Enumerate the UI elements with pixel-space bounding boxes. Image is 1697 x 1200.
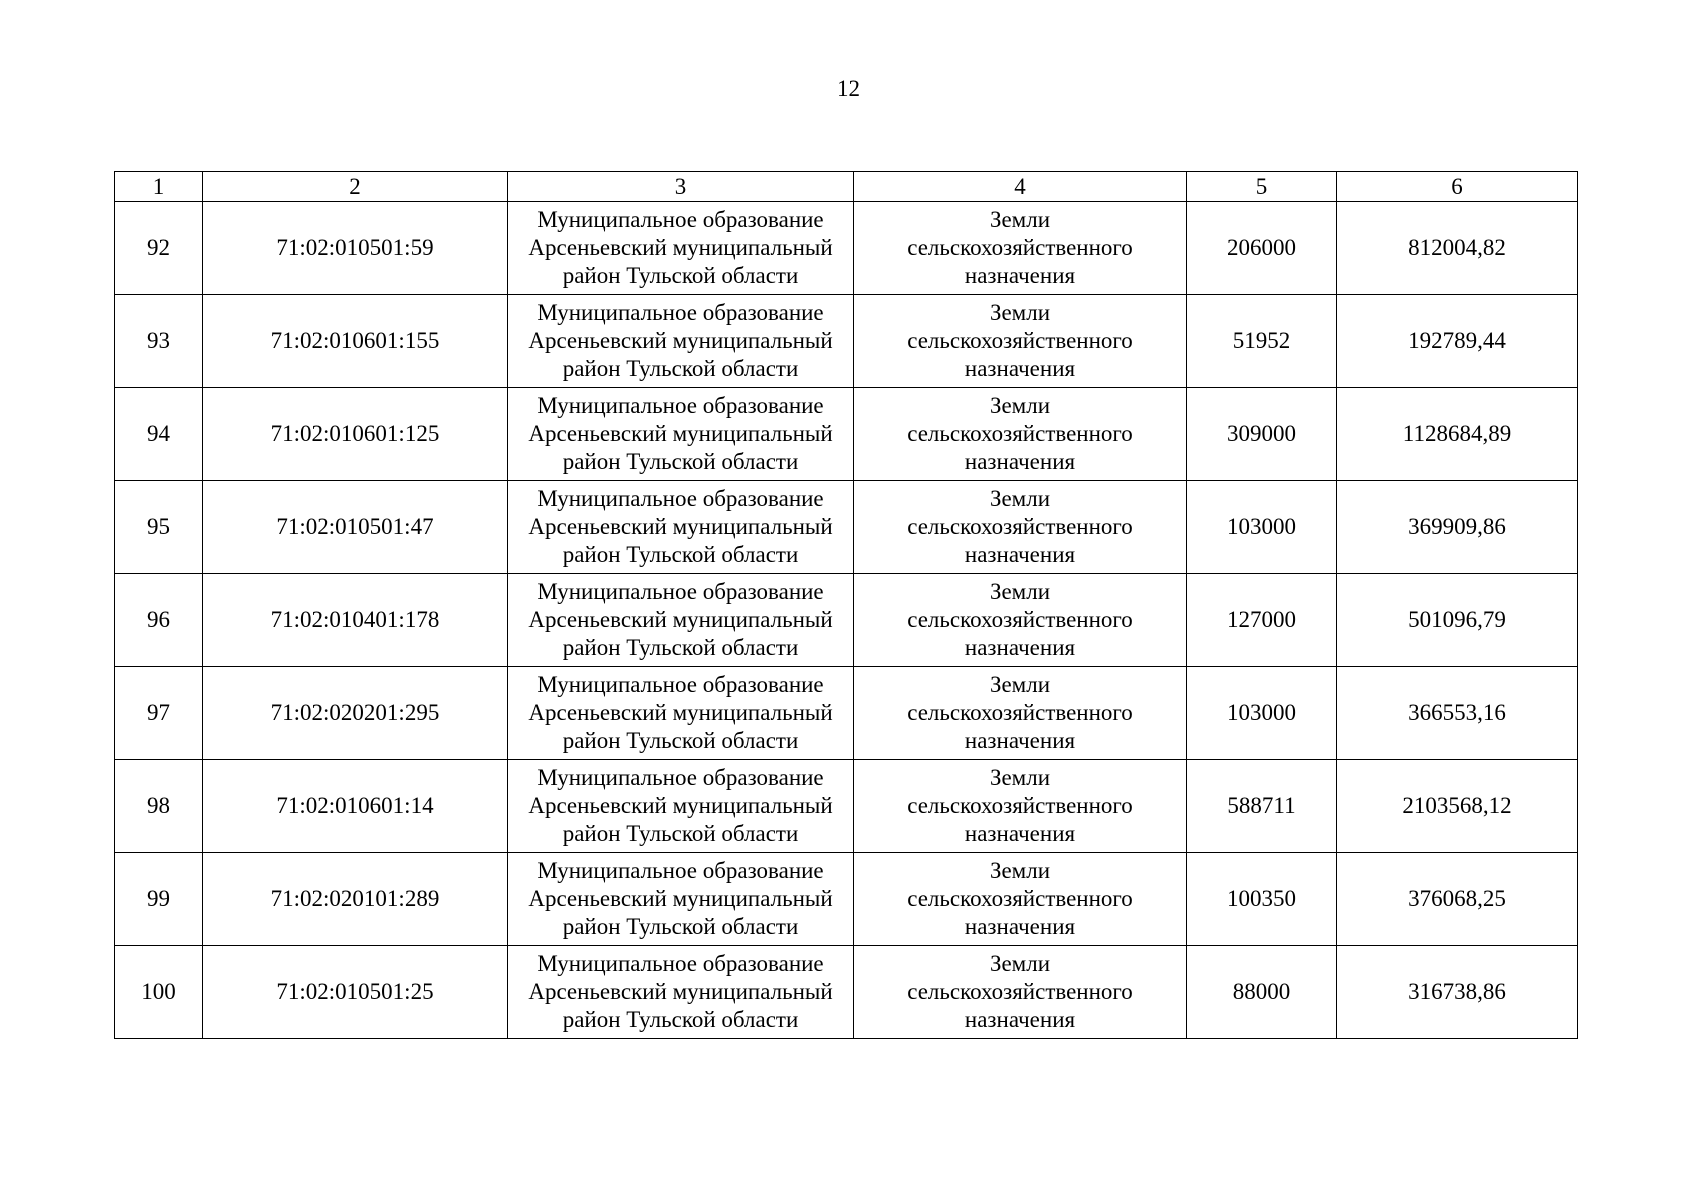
- owner-cell-line: Арсеньевский муниципальный: [528, 979, 833, 1004]
- area-cell: 100350: [1187, 853, 1337, 946]
- cadastral-number-cell: 71:02:010401:178: [203, 574, 508, 667]
- cadastral-value-cell: 366553,16: [1337, 667, 1578, 760]
- land-category-cell-line: Земли: [989, 765, 1051, 790]
- cadastral-value-cell: 192789,44: [1337, 295, 1578, 388]
- owner-cell-line: Муниципальное образование: [537, 579, 824, 604]
- land-category-cell-line: назначения: [964, 449, 1076, 474]
- owner-cell-line: Муниципальное образование: [537, 486, 824, 511]
- owner-cell-line: район Тульской области: [562, 914, 799, 939]
- land-category-cell-line: назначения: [964, 821, 1076, 846]
- land-category-cell: [854, 295, 1187, 388]
- land-category-cell: [854, 946, 1187, 1039]
- owner-cell: [508, 481, 854, 574]
- land-category-cell-line: назначения: [964, 263, 1076, 288]
- row-number-cell: 99: [115, 853, 203, 946]
- owner-cell-line: Муниципальное образование: [537, 672, 824, 697]
- owner-cell-line: Муниципальное образование: [537, 393, 824, 418]
- owner-cell-line: район Тульской области: [562, 821, 799, 846]
- cadastral-number-cell: 71:02:010601:125: [203, 388, 508, 481]
- land-category-cell-line: сельскохозяйственного: [907, 607, 1133, 632]
- cadastral-value-cell: 2103568,12: [1337, 760, 1578, 853]
- area-cell: 127000: [1187, 574, 1337, 667]
- land-category-cell-line: сельскохозяйственного: [907, 421, 1133, 446]
- table-row: [115, 760, 1578, 853]
- owner-cell-line: Арсеньевский муниципальный: [528, 607, 833, 632]
- owner-cell-line: район Тульской области: [562, 728, 799, 753]
- row-number-cell: 96: [115, 574, 203, 667]
- owner-cell: [508, 760, 854, 853]
- table-body: [115, 202, 1578, 1039]
- owner-cell-line: Муниципальное образование: [537, 207, 824, 232]
- owner-cell: [508, 853, 854, 946]
- land-plots-table: [114, 171, 1578, 1039]
- area-cell: 103000: [1187, 481, 1337, 574]
- table-header: [115, 172, 1578, 202]
- owner-cell: [508, 295, 854, 388]
- land-category-cell-line: сельскохозяйственного: [907, 328, 1133, 353]
- owner-cell: [508, 574, 854, 667]
- owner-cell-line: Муниципальное образование: [537, 300, 824, 325]
- land-category-cell-line: Земли: [989, 300, 1051, 325]
- land-category-cell: [854, 574, 1187, 667]
- cadastral-value-cell: 501096,79: [1337, 574, 1578, 667]
- row-number-cell: 92: [115, 202, 203, 295]
- owner-cell: [508, 667, 854, 760]
- row-number-cell: 94: [115, 388, 203, 481]
- table-row: [115, 574, 1578, 667]
- cadastral-value-cell: 316738,86: [1337, 946, 1578, 1039]
- table-row: [115, 202, 1578, 295]
- land-category-cell: [854, 388, 1187, 481]
- cadastral-number-cell: 71:02:010601:14: [203, 760, 508, 853]
- owner-cell-line: Арсеньевский муниципальный: [528, 793, 833, 818]
- owner-cell: [508, 946, 854, 1039]
- cadastral-value-cell: 369909,86: [1337, 481, 1578, 574]
- cadastral-number-cell: 71:02:020201:295: [203, 667, 508, 760]
- land-category-cell-line: сельскохозяйственного: [907, 886, 1133, 911]
- column-header-4: 4: [854, 172, 1187, 202]
- table-row: [115, 295, 1578, 388]
- table-row: [115, 946, 1578, 1039]
- land-category-cell-line: Земли: [989, 951, 1051, 976]
- cadastral-number-cell: 71:02:010501:47: [203, 481, 508, 574]
- page-number: 12: [837, 76, 860, 101]
- land-category-cell-line: Земли: [989, 486, 1051, 511]
- land-category-cell-line: Земли: [989, 858, 1051, 883]
- cadastral-number-cell: 71:02:010501:25: [203, 946, 508, 1039]
- land-category-cell: [854, 853, 1187, 946]
- owner-cell-line: район Тульской области: [562, 263, 799, 288]
- owner-cell-line: Арсеньевский муниципальный: [528, 328, 833, 353]
- table-row: [115, 388, 1578, 481]
- owner-cell: [508, 388, 854, 481]
- table-row: [115, 667, 1578, 760]
- owner-cell-line: Арсеньевский муниципальный: [528, 421, 833, 446]
- row-number-cell: 93: [115, 295, 203, 388]
- column-header-2: 2: [203, 172, 508, 202]
- land-category-cell-line: назначения: [964, 728, 1076, 753]
- row-number-cell: 100: [115, 946, 203, 1039]
- area-cell: 588711: [1187, 760, 1337, 853]
- land-category-cell-line: назначения: [964, 914, 1076, 939]
- land-category-cell-line: Земли: [989, 672, 1051, 697]
- cadastral-number-cell: 71:02:010601:155: [203, 295, 508, 388]
- land-category-cell-line: Земли: [989, 207, 1051, 232]
- land-category-cell-line: сельскохозяйственного: [907, 514, 1133, 539]
- land-category-cell-line: назначения: [964, 1007, 1076, 1032]
- column-header-3: 3: [508, 172, 854, 202]
- table-row: [115, 853, 1578, 946]
- owner-cell-line: Муниципальное образование: [537, 858, 824, 883]
- land-category-cell: [854, 202, 1187, 295]
- area-cell: 206000: [1187, 202, 1337, 295]
- owner-cell-line: Арсеньевский муниципальный: [528, 235, 833, 260]
- land-category-cell: [854, 760, 1187, 853]
- owner-cell-line: район Тульской области: [562, 1007, 799, 1032]
- owner-cell: [508, 202, 854, 295]
- owner-cell-line: Муниципальное образование: [537, 951, 824, 976]
- owner-cell-line: район Тульской области: [562, 356, 799, 381]
- cadastral-number-cell: 71:02:020101:289: [203, 853, 508, 946]
- land-category-cell-line: назначения: [964, 356, 1076, 381]
- area-cell: 88000: [1187, 946, 1337, 1039]
- land-category-cell-line: Земли: [989, 579, 1051, 604]
- column-header-5: 5: [1187, 172, 1337, 202]
- land-category-cell: [854, 481, 1187, 574]
- cadastral-value-cell: 1128684,89: [1337, 388, 1578, 481]
- land-category-cell-line: назначения: [964, 635, 1076, 660]
- owner-cell-line: Арсеньевский муниципальный: [528, 514, 833, 539]
- table-row: [115, 481, 1578, 574]
- land-category-cell-line: сельскохозяйственного: [907, 700, 1133, 725]
- land-category-cell-line: сельскохозяйственного: [907, 793, 1133, 818]
- row-number-cell: 95: [115, 481, 203, 574]
- owner-cell-line: район Тульской области: [562, 635, 799, 660]
- area-cell: 51952: [1187, 295, 1337, 388]
- land-category-cell-line: Земли: [989, 393, 1051, 418]
- header-row: [115, 172, 1578, 202]
- land-category-cell-line: назначения: [964, 542, 1076, 567]
- owner-cell-line: район Тульской области: [562, 542, 799, 567]
- owner-cell-line: район Тульской области: [562, 449, 799, 474]
- cadastral-value-cell: 376068,25: [1337, 853, 1578, 946]
- land-category-cell: [854, 667, 1187, 760]
- owner-cell-line: Арсеньевский муниципальный: [528, 886, 833, 911]
- column-header-1: 1: [115, 172, 203, 202]
- column-header-6: 6: [1337, 172, 1578, 202]
- area-cell: 103000: [1187, 667, 1337, 760]
- owner-cell-line: Арсеньевский муниципальный: [528, 700, 833, 725]
- cadastral-value-cell: 812004,82: [1337, 202, 1578, 295]
- area-cell: 309000: [1187, 388, 1337, 481]
- row-number-cell: 98: [115, 760, 203, 853]
- owner-cell-line: Муниципальное образование: [537, 765, 824, 790]
- cadastral-number-cell: 71:02:010501:59: [203, 202, 508, 295]
- land-category-cell-line: сельскохозяйственного: [907, 979, 1133, 1004]
- land-category-cell-line: сельскохозяйственного: [907, 235, 1133, 260]
- row-number-cell: 97: [115, 667, 203, 760]
